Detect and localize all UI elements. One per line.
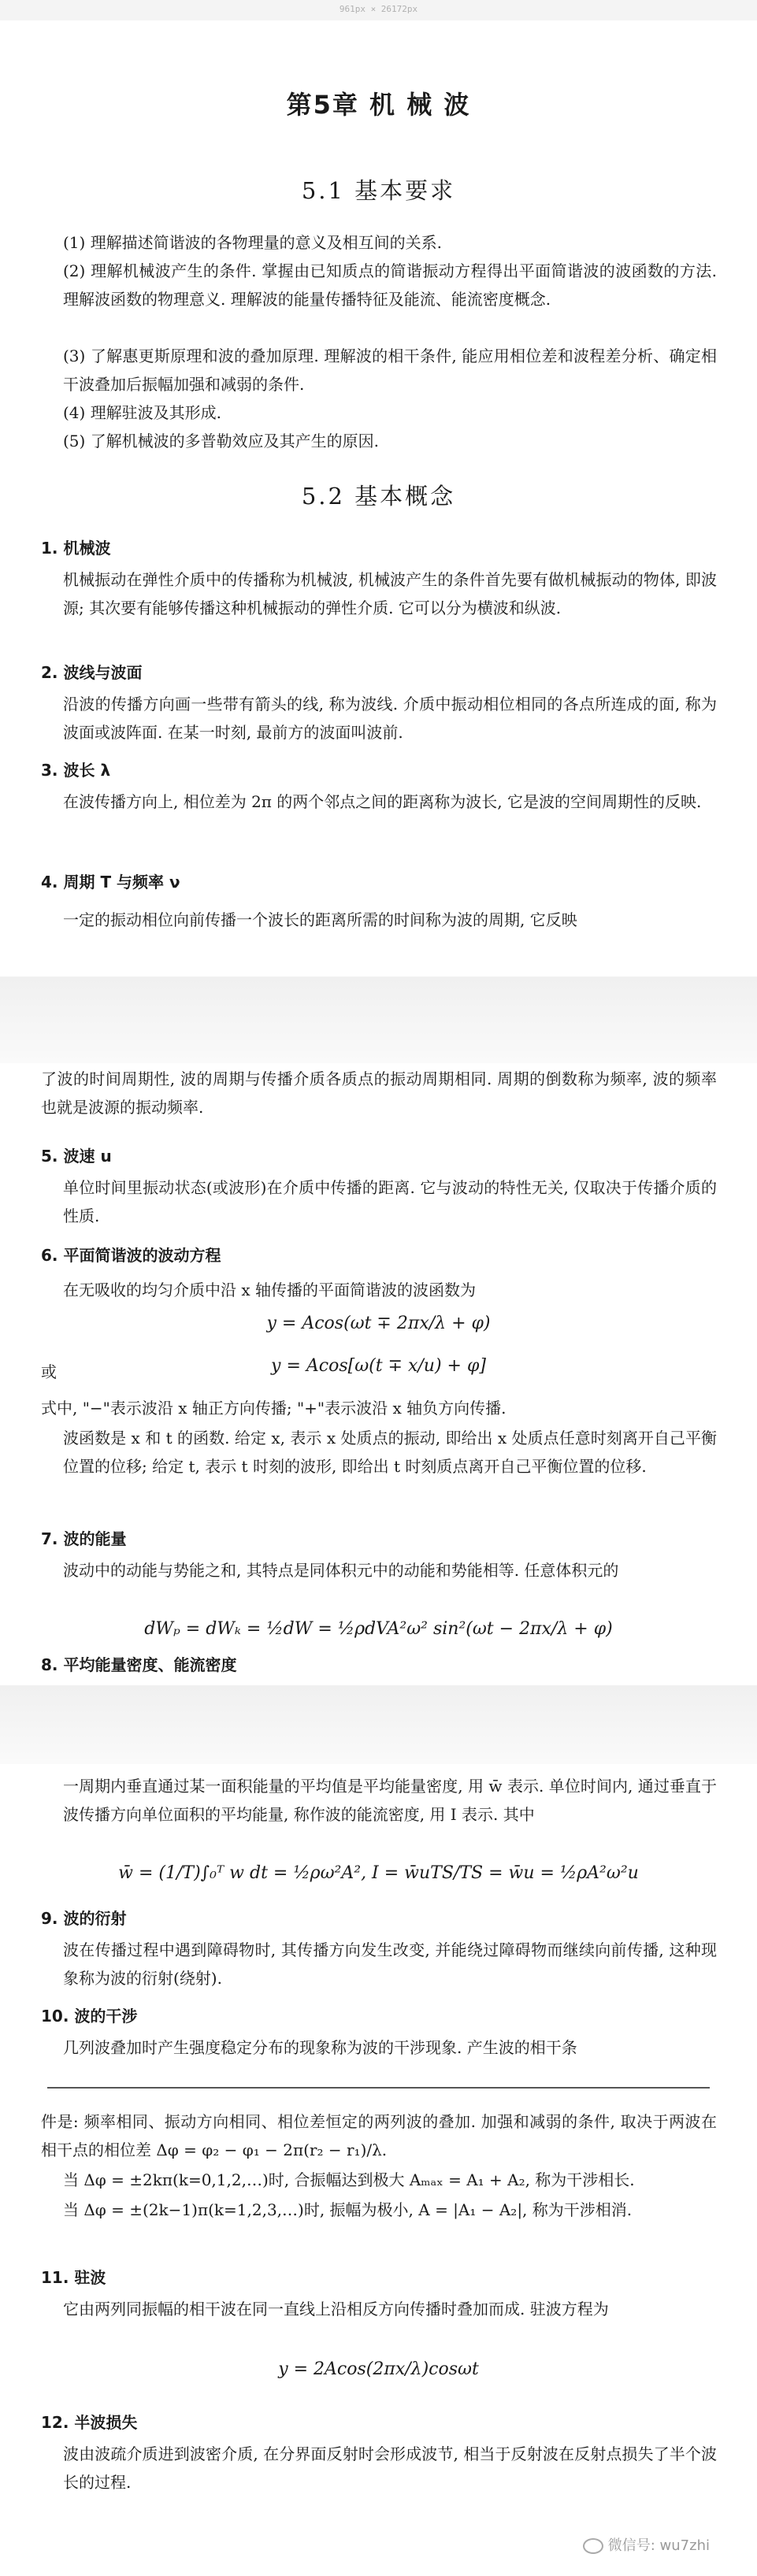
topic-text-energy-density: 一周期内垂直通过某一面积能量的平均值是平均能量密度, 用 w̄ 表示. 单位时间内, 通过垂直于波传播方向单位面积的平均能量, 称作波的能流密度, 用 I 表示. 其中 <box>63 1777 717 1824</box>
topic-text-period-b: 了波的时间周期性, 波的周期与传播介质各质点的振动周期相同. 周期的倒数称为频率, 波的频率也就是波源的振动频率. <box>41 1069 717 1117</box>
topic-heading-period: 4. 周期 T 与频率 ν <box>41 873 180 891</box>
topic-heading-standing-wave: 11. 驻波 <box>41 2268 106 2287</box>
requirement-4: (4) 理解驻波及其形成. <box>63 403 222 422</box>
topic-text-wavelength: 在波传播方向上, 相位差为 2π 的两个邻点之间的距离称为波长, 它是波的空间周期性的反映. <box>63 792 702 811</box>
image-viewer-bar <box>0 0 757 21</box>
topic-heading-wave-equation: 6. 平面简谐波的波动方程 <box>41 1246 221 1265</box>
topic-heading-wave-line: 2. 波线与波面 <box>41 663 143 682</box>
topic-text-wave-speed: 单位时间里振动状态(或波形)在介质中传播的距离. 它与波动的特性无关, 仅取决于传播介质的性质. <box>63 1178 717 1225</box>
section-title-requirements: 5.1 基本要求 <box>301 177 456 204</box>
topic-heading-interference: 10. 波的干涉 <box>41 2007 138 2026</box>
topic-heading-mechanical-wave: 1. 机械波 <box>41 539 111 558</box>
wechat-watermark <box>583 2534 710 2555</box>
wave-energy-equation: dWₚ = dWₖ = ½dW = ½ρdVA²ω² sin²(ωt − 2πx/λ + φ) <box>144 1619 613 1639</box>
topic-text-mechanical-wave: 机械振动在弹性介质中的传播称为机械波, 机械波产生的条件首先要有做机械振动的物体, 即波源; 其次要有能够传播这种机械振动的弹性介质. 它可以分为横波和纵波. <box>63 570 717 617</box>
wave-equation-2: y = Acos[ω(t ∓ x/u) + φ] <box>271 1356 486 1376</box>
topic-text-wave-equation: 在无吸收的均匀介质中沿 x 轴传播的平面简谐波的波函数为 <box>63 1281 476 1299</box>
topic-text-interference-c: 当 Δφ = ±2kπ(k=0,1,2,…)时, 合振幅达到极大 Aₘₐₓ = A₁ + A₂, 称为干涉相长. <box>63 2170 635 2189</box>
requirement-3: (3) 了解惠更斯原理和波的叠加原理. 理解波的相干条件, 能应用相位差和波程差分析、确定相干波叠加后振幅加强和减弱的条件. <box>63 347 717 394</box>
topic-text-interference-d: 当 Δφ = ±(2k−1)π(k=1,2,3,…)时, 振幅为极小, A = |A₁ − A₂|, 称为干涉相消. <box>63 2200 633 2219</box>
topic-heading-wavelength: 3. 波长 λ <box>41 761 111 780</box>
wechat-icon <box>583 2538 603 2554</box>
requirement-2: (2) 理解机械波产生的条件. 掌握由已知质点的简谐振动方程得出平面简谐波的波函数的方法. 理解波函数的物理意义. 理解波的能量传播特征及能流、能流密度概念. <box>63 261 717 309</box>
standing-wave-equation: y = 2Acos(2πx/λ)cosωt <box>278 2359 479 2379</box>
topic-text-wave-function: 波函数是 x 和 t 的函数. 给定 x, 表示 x 处质点的振动, 即给出 x 处质点任意时刻离开自己平衡位置的位移; 给定 t, 表示 t 时刻的波形, 即给出 t 时刻质点离开自己平衡位置的位移. <box>63 1429 717 1476</box>
wave-equation-note: 式中, "−"表示波沿 x 轴正方向传播; "+"表示波沿 x 轴负方向传播. <box>41 1399 507 1418</box>
watermark-text: 微信号: wu7zhi <box>607 2537 710 2554</box>
section-title-concepts: 5.2 基本概念 <box>301 483 456 510</box>
topic-heading-wave-speed: 5. 波速 u <box>41 1147 112 1166</box>
topic-text-standing-wave: 它由两列同振幅的相干波在同一直线上沿相反方向传播时叠加而成. 驻波方程为 <box>63 2300 609 2318</box>
page-gap-1 <box>0 977 757 1063</box>
energy-density-equation: w̄ = (1/T)∫₀ᵀ w dt = ½ρω²A², I = w̄uTS/TS = w̄u = ½ρA²ω²u <box>118 1863 639 1883</box>
wave-equation-1: y = Acos(ωt ∓ 2πx/λ + φ) <box>266 1314 491 1333</box>
topic-heading-energy-density: 8. 平均能量密度、能流密度 <box>41 1655 237 1674</box>
topic-text-interference-b: 件是: 频率相同、振动方向相同、相位差恒定的两列波的叠加. 加强和减弱的条件, 取决于两波在相干点的相位差 Δφ = φ₂ − φ₁ − 2π(r₂ − r₁)/λ. <box>41 2112 717 2159</box>
topic-text-diffraction: 波在传播过程中遇到障碍物时, 其传播方向发生改变, 并能绕过障碍物而继续向前传播, 这种现象称为波的衍射(绕射). <box>63 1940 717 1988</box>
equation-or-label: 或 <box>41 1362 57 1381</box>
topic-text-period-a: 一定的振动相位向前传播一个波长的距离所需的时间称为波的周期, 它反映 <box>63 910 577 929</box>
requirement-5: (5) 了解机械波的多普勒效应及其产生的原因. <box>63 432 380 450</box>
page-divider <box>47 2087 710 2089</box>
topic-heading-half-wave-loss: 12. 半波损失 <box>41 2413 138 2432</box>
topic-text-wave-energy: 波动中的动能与势能之和, 其特点是同体积元中的动能和势能相等. 任意体积元的 <box>63 1561 619 1580</box>
image-dimensions-label: 961px × 26172px <box>339 4 418 14</box>
topic-text-interference-a: 几列波叠加时产生强度稳定分布的现象称为波的干涉现象. 产生波的相干条 <box>63 2038 577 2057</box>
requirement-1: (1) 理解描述简谐波的各物理量的意义及相互间的关系. <box>63 233 443 252</box>
topic-heading-diffraction: 9. 波的衍射 <box>41 1909 127 1928</box>
chapter-title: 第5章 机 械 波 <box>286 90 471 120</box>
topic-heading-wave-energy: 7. 波的能量 <box>41 1529 127 1548</box>
page-gap-2 <box>0 1685 757 1764</box>
topic-text-half-wave-loss: 波由波疏介质进到波密介质, 在分界面反射时会形成波节, 相当于反射波在反射点损失了半个波长的过程. <box>63 2444 717 2492</box>
topic-text-wave-line: 沿波的传播方向画一些带有箭头的线, 称为波线. 介质中振动相位相同的各点所连成的面, 称为波面或波阵面. 在某一时刻, 最前方的波面叫波前. <box>63 695 717 742</box>
